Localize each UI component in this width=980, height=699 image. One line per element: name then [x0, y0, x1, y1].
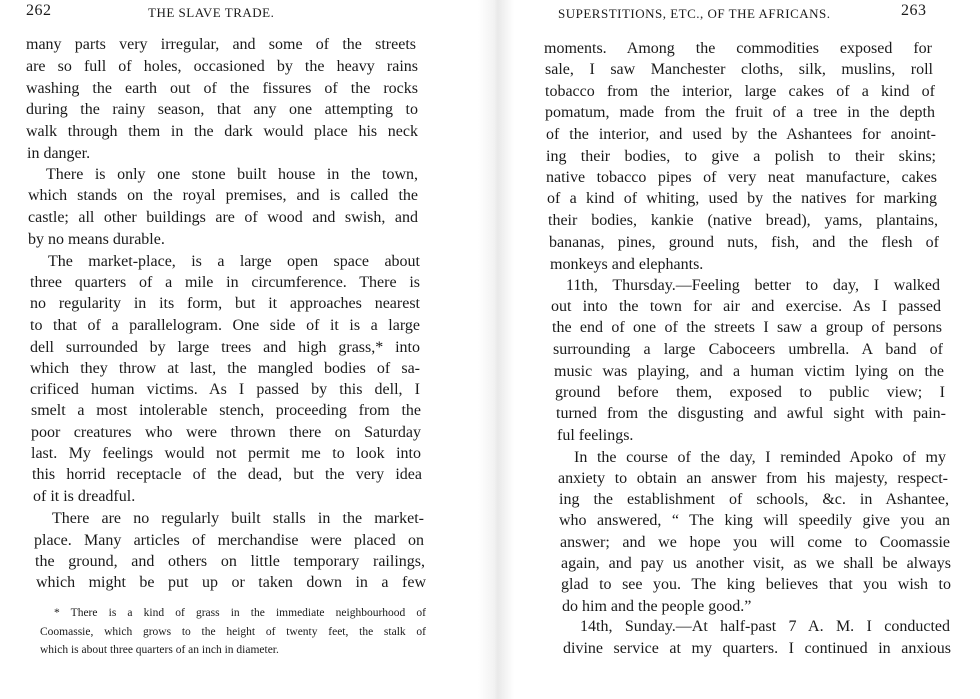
text-line: turned from the disgusting and awful sight with pain- — [556, 405, 946, 422]
text-line: In the course of the day, I reminded Apoko of my — [574, 449, 946, 466]
text-line: The market-place, is a large open space about — [48, 253, 420, 270]
text-line: their bodies, kankie (native bread), yams, plantains, — [548, 212, 938, 229]
text-line: sale, I saw Manchester cloths, silk, muslins, roll — [545, 61, 933, 78]
text-line: ing their bodies, to give a polish to their skins; — [546, 148, 936, 165]
text-line: surrounding a large Caboceers umbrella. A band of — [553, 341, 943, 358]
text-line: which they throw at last, the mangled bodies of sa- — [30, 360, 420, 377]
text-line: ing the establishment of schools, &c. in Ashantee, — [559, 491, 949, 508]
text-line: tobacco from the interior, large cakes of a kind of — [545, 83, 935, 100]
text-line: which stands on the royal premises, and is called the — [28, 187, 418, 204]
text-line: which might be put up or taken down in a few — [36, 574, 426, 591]
text-line: castle; all other buildings are of wood and swish, and — [28, 209, 418, 226]
left-page — [0, 0, 470, 699]
text-line: 11th, Thursday.—Feeling better to day, I walked — [566, 277, 940, 294]
text-line: of it is dreadful. — [33, 488, 136, 505]
text-line: no regularity in its form, but it approaches nearest — [30, 295, 420, 312]
text-line: divine service at my quarters. I continued in anxious — [563, 640, 951, 657]
book-gutter — [478, 0, 514, 699]
text-line: by no means durable. — [28, 231, 165, 248]
text-line: answer; and we hope you will come to Coomassie — [560, 534, 950, 551]
text-line: many parts very irregular, and some of the streets — [26, 36, 416, 53]
page-number: 263 — [901, 2, 927, 19]
text-line: ground before them, exposed to public view; I — [555, 384, 945, 401]
text-line: in danger. — [27, 145, 91, 162]
text-line: last. My feelings would not permit me to look into — [31, 445, 421, 462]
text-line: anxiety to obtain an answer from his majesty, respect- — [558, 470, 948, 487]
text-line: music was playing, and a human victim lying on the — [554, 363, 944, 380]
text-line: to that of a parallelogram. One side of it is a large — [30, 317, 420, 334]
running-head: SUPERSTITIONS, ETC., OF THE AFRICANS. — [558, 6, 831, 21]
text-line: glad to see you. The king believes that you wish to — [561, 576, 951, 593]
footnote-line: * There is a kind of grass in the immediate neighbourhood of — [54, 607, 426, 619]
text-line: monkeys and elephants. — [550, 256, 704, 273]
text-line: native tobacco pipes of very neat manufacture, cakes — [546, 169, 937, 186]
text-line: the ground, and others on little temporary railings, — [35, 553, 425, 570]
text-line: place. Many articles of merchandise were placed on — [34, 532, 424, 549]
page-number: 262 — [26, 2, 52, 19]
text-line: There is only one stone built house in the town, — [46, 166, 418, 183]
text-line: who answered, “ The king will speedily give you an — [559, 512, 950, 529]
text-line: the end of one of the streets I saw a group of persons — [552, 319, 942, 336]
footnote-line: Coomassie, which grows to the height of twenty feet, the stalk of — [40, 626, 426, 638]
text-line: three quarters of a mile in circumference. There is — [30, 274, 420, 291]
text-line: of a kind of whiting, used by the natives for marking — [547, 190, 937, 207]
text-line: washing the earth out of the fissures of the rocks — [26, 80, 418, 97]
text-line: moments. Among the commodities exposed for — [544, 40, 932, 57]
text-line: ful feelings. — [557, 427, 634, 444]
right-page — [520, 0, 980, 699]
text-line: pomatum, made from the fruit of a tree in the depth — [545, 104, 935, 121]
text-line: during the rainy season, that any one attempting to — [26, 101, 418, 118]
text-line: poor creatures who were thrown there on Saturday — [31, 424, 421, 441]
footnote-line: which is about three quarters of an inch in diameter. — [40, 644, 279, 656]
text-line: of the interior, and used by the Ashantees for anoint- — [546, 126, 936, 143]
text-line: out into the town for air and exercise. As I passed — [551, 298, 941, 315]
text-line: this horrid receptacle of the dead, but the very idea — [32, 466, 422, 483]
running-head: THE SLAVE TRADE. — [148, 5, 275, 20]
text-line: 14th, Sunday.—At half-past 7 A. M. I conducted — [580, 618, 950, 635]
text-line: again, and pay us another visit, as we shall be always — [561, 555, 951, 572]
text-line: are so full of holes, occasioned by the heavy rains — [26, 58, 418, 75]
text-line: dell surrounded by large trees and high grass,* into — [30, 339, 420, 356]
text-line: smelt a most intolerable stench, proceeding from the — [31, 402, 421, 419]
text-line: There are no regularly built stalls in the market- — [52, 510, 424, 527]
text-line: bananas, pines, ground nuts, fish, and the flesh of — [549, 234, 939, 251]
text-line: crificed human victims. As I passed by this dell, I — [30, 381, 420, 398]
text-line: walk through them in the dark would place his neck — [26, 123, 418, 140]
text-line: do him and the people good.” — [562, 598, 752, 615]
